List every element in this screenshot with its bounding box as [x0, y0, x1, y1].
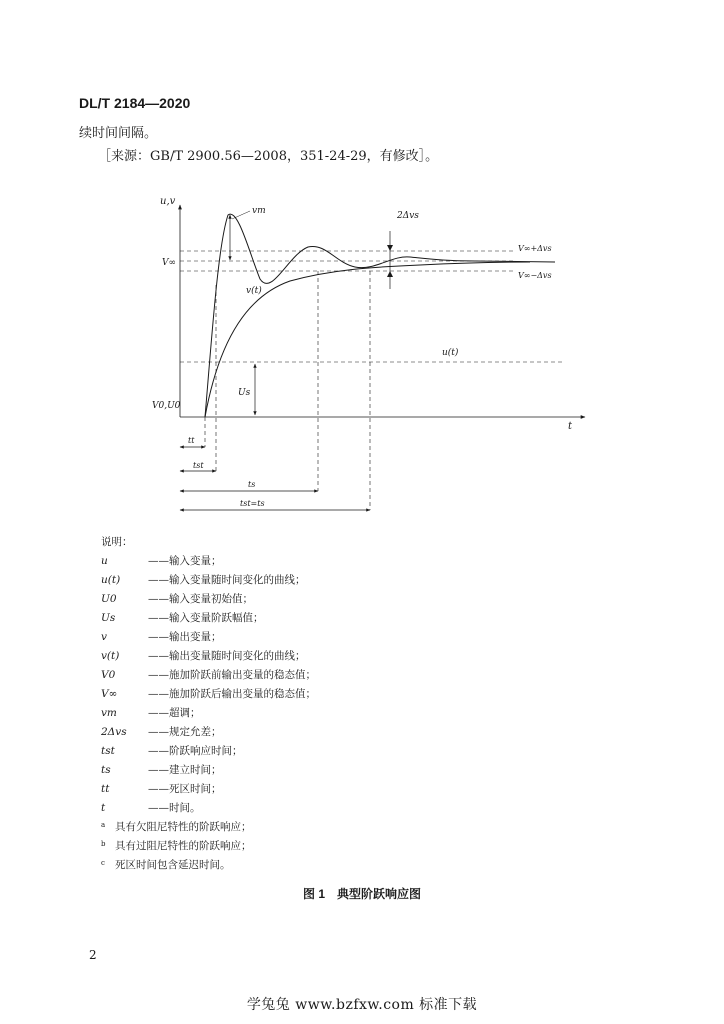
legend-symbol: V0 — [101, 669, 116, 681]
legend-desc: ——建立时间； — [148, 764, 222, 776]
note-mark: b — [101, 840, 106, 848]
legend-note — [101, 837, 316, 856]
legend-title: 说明： — [101, 536, 133, 548]
v0-u0-label: V0,U0 — [152, 401, 181, 411]
legend-symbol: tt — [101, 783, 110, 795]
legend-item — [101, 799, 316, 818]
legend-desc: ——施加阶跃前输出变量的稳态值； — [148, 669, 316, 681]
tolerance-arrow-top — [387, 245, 393, 251]
legend-note — [101, 818, 316, 837]
legend-item — [101, 628, 316, 647]
legend-item — [101, 571, 316, 590]
v-inf-plus-label: V∞+Δvs — [518, 244, 552, 253]
note-mark: a — [101, 821, 106, 829]
legend-symbol: Us — [101, 612, 116, 624]
legend-desc: ——超调； — [148, 707, 201, 719]
legend-symbol: 2Δvs — [101, 726, 127, 738]
ut-label: u(t) — [442, 348, 459, 358]
legend-desc: ——输入变量随时间变化的曲线； — [148, 574, 306, 586]
note-text: 具有过阻尼特性的阶跃响应； — [115, 840, 252, 852]
legend-symbol: V∞ — [101, 688, 118, 700]
note-mark: c — [101, 859, 105, 867]
legend-symbol: ts — [101, 764, 111, 776]
legend-item — [101, 609, 316, 628]
legend-item — [101, 742, 316, 761]
legend-desc: ——施加阶跃后输出变量的稳态值； — [148, 688, 316, 700]
legend-item — [101, 647, 316, 666]
underdamped-response-curve — [205, 214, 555, 417]
legend-symbol: u(t) — [101, 574, 121, 586]
legend-desc: ——规定允差； — [148, 726, 222, 738]
x-axis-label: t — [568, 421, 573, 432]
v-inf-label: V∞ — [162, 258, 176, 268]
legend-item — [101, 552, 316, 571]
legend-symbol: v(t) — [101, 650, 120, 662]
vm-leader — [232, 211, 250, 219]
legend-desc: ——死区时间； — [148, 783, 222, 795]
tolerance-label: 2Δvs — [397, 211, 419, 221]
legend-desc: ——输入变量； — [148, 555, 222, 567]
legend-item — [101, 723, 316, 742]
note-text: 具有欠阻尼特性的阶跃响应； — [115, 821, 252, 833]
legend-symbol: t — [101, 802, 106, 814]
legend-item — [101, 685, 316, 704]
ts-a-label: ts — [248, 480, 256, 489]
legend-desc: ——时间。 — [148, 802, 201, 814]
legend-note — [101, 856, 316, 875]
legend-item — [101, 761, 316, 780]
legend-desc: ——输出变量随时间变化的曲线； — [148, 650, 306, 662]
page-number: 2 — [89, 948, 97, 962]
legend-item — [101, 780, 316, 799]
figure-caption: 图 1 典型阶跃响应图 — [302, 887, 421, 901]
y-axis-label: u,v — [160, 196, 176, 207]
source-note: ［来源：GB/T 2900.56—2008，351-24-29，有修改］。 — [98, 149, 439, 164]
legend-symbol: U0 — [101, 593, 117, 605]
vt-label: v(t) — [246, 286, 262, 296]
footer-watermark: 学兔兔 www.bzfxw.com 标准下载 — [246, 997, 478, 1013]
tst-a-label: tst — [193, 461, 204, 470]
legend-desc: ——输入变量初始值； — [148, 593, 253, 605]
legend — [101, 533, 316, 875]
legend-desc: ——阶跃响应时间； — [148, 745, 243, 757]
legend-symbol: v — [101, 631, 107, 643]
note-text: 死区时间包含延迟时间。 — [115, 859, 231, 871]
us-label: Us — [238, 388, 251, 398]
legend-desc: ——输出变量； — [148, 631, 222, 643]
tolerance-arrow-bottom — [387, 271, 393, 277]
step-response-figure — [140, 185, 600, 525]
continuation-text: 续时间间隔。 — [79, 126, 158, 141]
tt-label: tt — [188, 436, 195, 445]
legend-symbol: vm — [101, 707, 117, 719]
legend-item — [101, 704, 316, 723]
tst-ts-b-label: tst=ts — [240, 499, 265, 508]
legend-desc: ——输入变量阶跃幅值； — [148, 612, 264, 624]
legend-item — [101, 666, 316, 685]
vm-label: vm — [252, 206, 266, 216]
legend-symbol: u — [101, 555, 108, 567]
legend-symbol: tst — [101, 745, 115, 757]
standard-code-header: DL/T 2184—2020 — [79, 95, 191, 111]
v-inf-minus-label: V∞−Δvs — [518, 271, 552, 280]
legend-item — [101, 590, 316, 609]
